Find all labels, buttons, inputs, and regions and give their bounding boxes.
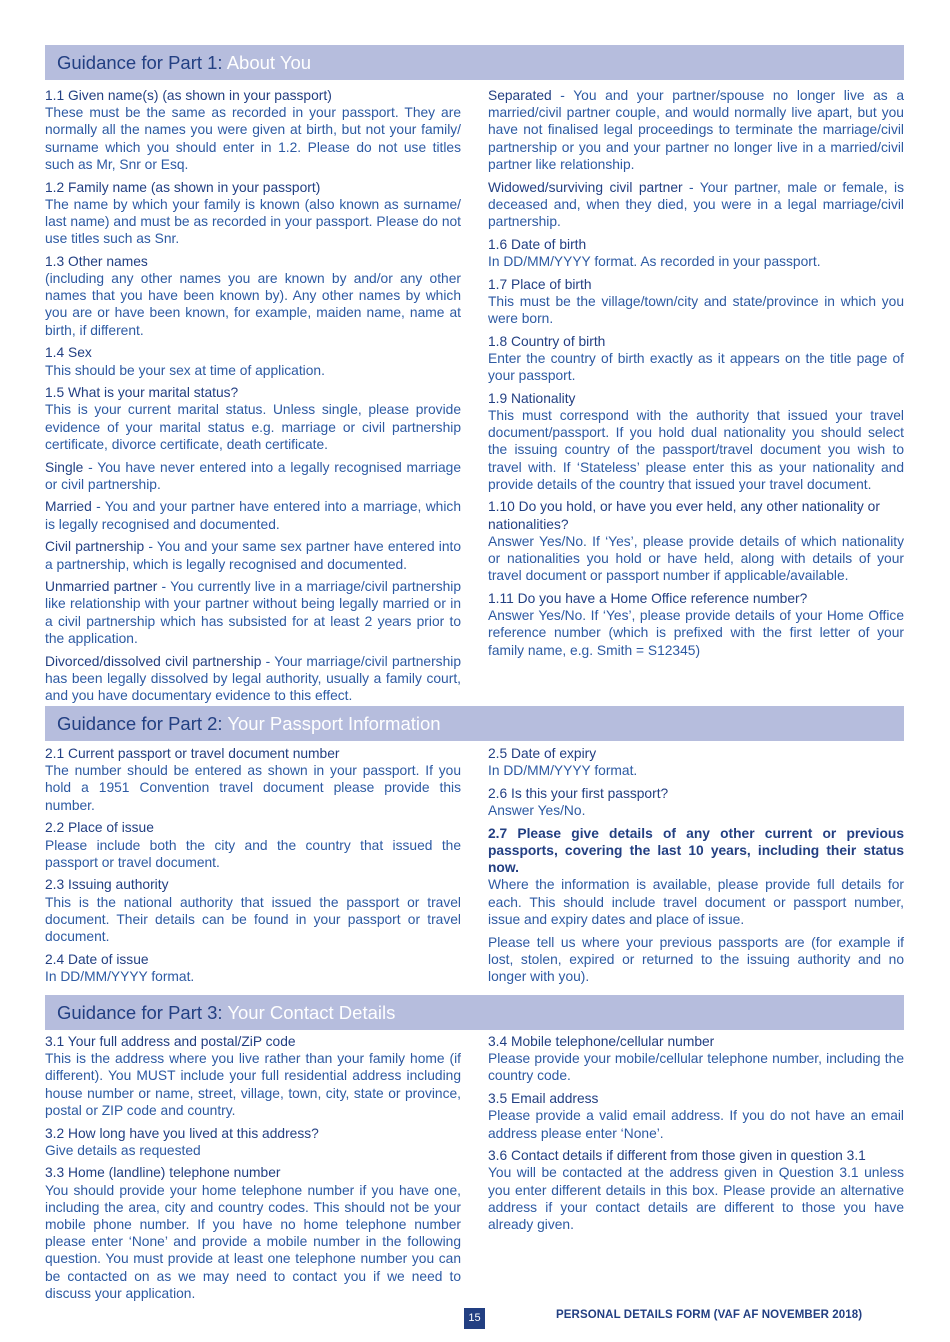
part2-banner bbox=[45, 706, 904, 741]
section-1-4 bbox=[45, 344, 461, 378]
part2-banner-prefix: Guidance for Part 2: bbox=[57, 713, 228, 734]
section-heading: 2.2 Place of issue bbox=[45, 820, 154, 836]
section-heading: 1.11 Do you have a Home Office reference number? bbox=[488, 590, 808, 606]
section-heading: 3.3 Home (landline) telephone number bbox=[45, 1165, 281, 1181]
section-1-5 bbox=[45, 384, 461, 453]
status-single bbox=[45, 459, 461, 493]
section-1-2 bbox=[45, 179, 461, 248]
section-text: These must be the same as recorded in your passport. They are normally all the names you were given at birth, but not your family/ surname which you should enter in 1.2. Please do not use titles such as Mr, Snr or Esq. bbox=[45, 105, 461, 172]
part2-banner-subtitle: Your Passport Information bbox=[227, 713, 441, 734]
section-heading: 1.7 Place of birth bbox=[488, 276, 592, 292]
part3-left-column bbox=[45, 1033, 461, 1308]
section-text: Answer Yes/No. bbox=[488, 803, 586, 819]
section-heading: 2.6 Is this your first passport? bbox=[488, 785, 669, 801]
section-heading: 1.5 What is your marital status? bbox=[45, 385, 239, 401]
section-heading: 3.4 Mobile telephone/cellular number bbox=[488, 1034, 715, 1049]
status-widowed bbox=[488, 179, 904, 231]
section-2-7-extra: Please tell us where your previous passports are (for example if lost, stolen, expired or returned to the issuing authority and no longer with you). bbox=[488, 934, 904, 984]
section-heading: 1.8 Country of birth bbox=[488, 333, 606, 349]
section-text: This is the address where you live rather than your family home (if different). You MUST include your full residential address including house number or name, street, village, town, city, state or province, postal or ZIP code and country. bbox=[45, 1051, 461, 1118]
section-text: Please provide your mobile/cellular telephone number, including the country code. bbox=[488, 1051, 904, 1084]
section-2-7 bbox=[488, 825, 904, 928]
section-heading: 1.2 Family name (as shown in your passport) bbox=[45, 179, 321, 195]
status-text: - You and your partner/spouse no longer live as a married/civil partner couple, and would normally live apart, but you have not finalised legal proceedings to terminate the marriage/civil partnership or you and your partner no longer live in a married/civil partner like relationship. bbox=[488, 88, 904, 172]
status-text: - You currently live in a marriage/civil partnership like relationship with your partner without being legally married or in a civil partnership which has subsisted for at least 2 years prior to the application. bbox=[45, 579, 461, 646]
section-text: Please provide a valid email address. If you do not have an email address please enter ‘None’. bbox=[488, 1108, 904, 1141]
status-term: Civil partnership bbox=[45, 539, 145, 555]
status-text: - You and your partner have entered into a marriage, which is legally recognised and documented. bbox=[45, 499, 461, 532]
section-1-3 bbox=[45, 253, 461, 339]
part3-banner bbox=[45, 995, 904, 1030]
section-text: In DD/MM/YYYY format. bbox=[45, 968, 195, 984]
section-2-5 bbox=[488, 745, 904, 779]
section-3-1 bbox=[45, 1033, 461, 1119]
section-1-7 bbox=[488, 276, 904, 328]
section-heading: 2.3 Issuing authority bbox=[45, 877, 169, 893]
section-2-1 bbox=[45, 745, 461, 814]
section-heading: 3.6 Contact details if different from those given in question 3.1 bbox=[488, 1148, 866, 1164]
part1-banner-prefix: Guidance for Part 1: bbox=[57, 52, 227, 73]
section-heading: 3.5 Email address bbox=[488, 1091, 599, 1107]
section-1-9 bbox=[488, 390, 904, 493]
section-heading: 1.4 Sex bbox=[45, 345, 92, 361]
form-title: PERSONAL DETAILS FORM (VAF AF NOVEMBER 2018) bbox=[556, 1309, 863, 1321]
section-3-6 bbox=[488, 1147, 904, 1233]
section-heading: 3.1 Your full address and postal/ZiP code bbox=[45, 1034, 296, 1049]
section-3-4 bbox=[488, 1033, 904, 1085]
status-unmarried-partner bbox=[45, 578, 461, 647]
section-text: In DD/MM/YYYY format. As recorded in your passport. bbox=[488, 253, 821, 269]
part2-left-column bbox=[45, 745, 461, 991]
page-number: 15 bbox=[464, 1308, 485, 1329]
section-3-3 bbox=[45, 1164, 461, 1302]
status-civil-partnership bbox=[45, 538, 461, 572]
section-heading: 2.1 Current passport or travel document number bbox=[45, 746, 340, 761]
status-term: Single bbox=[45, 459, 84, 475]
section-text: Answer Yes/No. If ‘Yes’, please provide details of your Home Office reference number (which is prefixed with the first letter of your family name, e.g. Smith = S12345) bbox=[488, 608, 904, 658]
section-1-1 bbox=[45, 87, 461, 173]
section-heading: 1.1 Given name(s) (as shown in your passport) bbox=[45, 88, 332, 103]
section-1-6 bbox=[488, 236, 904, 270]
part2-right-column bbox=[488, 745, 904, 985]
section-1-11 bbox=[488, 590, 904, 659]
section-3-2 bbox=[45, 1125, 461, 1159]
status-text: - Your marriage/civil partnership has been legally dissolved by legal authority, usually a family court, and you have documentary evidence to this effect. bbox=[45, 653, 461, 703]
section-2-6 bbox=[488, 785, 904, 819]
section-text: This should be your sex at time of application. bbox=[45, 362, 325, 378]
section-text: Where the information is available, please provide full details for each. This should include travel document or passport number, issue and expiry dates and place of issue. bbox=[488, 877, 904, 927]
section-heading: 1.3 Other names bbox=[45, 253, 148, 269]
status-term: Widowed/surviving civil partner bbox=[488, 179, 683, 195]
status-term: Unmarried partner bbox=[45, 579, 158, 595]
part3-right-column bbox=[488, 1033, 904, 1239]
section-text: You will be contacted at the address given in Question 3.1 unless you enter different details in this box. Please provide an alternative address if your contact details are different to those you have already given. bbox=[488, 1165, 904, 1233]
part3-banner-prefix: Guidance for Part 3: bbox=[57, 1002, 228, 1023]
status-term: Divorced/dissolved civil partnership bbox=[45, 653, 262, 669]
section-heading: 1.10 Do you hold, or have you ever held, any other nationality or nationalities? bbox=[488, 499, 880, 532]
section-heading: 1.9 Nationality bbox=[488, 390, 576, 406]
part1-left-column bbox=[45, 87, 461, 704]
status-married bbox=[45, 498, 461, 532]
section-text: Enter the country of birth exactly as it appears on the title page of your passport. bbox=[488, 350, 904, 384]
status-text: - Your partner, male or female, is deceased and, when they died, you were in a legal marriage/civil partnership. bbox=[488, 179, 904, 229]
part3-banner-subtitle: Your Contact Details bbox=[227, 1002, 396, 1023]
section-text: You should provide your home telephone number if you have one, including the area, city and country codes. This should not be your mobile phone number. If you have no home telephone number please enter ‘None’ and provide a mobile number in the following question. You must provide at least one telephone number you can be contacted on as we may need to contact you if we need to discuss your application. bbox=[45, 1182, 461, 1301]
section-text: Please include both the city and the country that issued the passport or travel document. bbox=[45, 837, 461, 870]
part1-banner bbox=[45, 45, 904, 80]
section-text: Answer Yes/No. If ‘Yes’, please provide details of which nationality or nationalities you hold or have held, along with details of your travel document or passport number if applicable/available. bbox=[488, 533, 904, 584]
section-2-3 bbox=[45, 876, 461, 945]
section-text: The name by which your family is known (also known as surname/ last name) and must be as recorded in your passport. Please do not use titles such as Snr. bbox=[45, 196, 461, 247]
section-text: This is the national authority that issued the passport or travel document. Their details can be found in your passport or travel document. bbox=[45, 894, 461, 945]
section-text: This is your current marital status. Unless single, please provide evidence of your marital status e.g. marriage or civil partnership certificate, divorce certificate, death certificate. bbox=[45, 402, 461, 452]
section-2-4 bbox=[45, 951, 461, 985]
section-heading: 2.7 Please give details of any other current or previous passports, covering the last 10 years, including their status now. bbox=[488, 825, 904, 876]
status-separated bbox=[488, 87, 904, 173]
section-heading: 3.2 How long have you lived at this address? bbox=[45, 1125, 319, 1141]
status-divorced bbox=[45, 653, 461, 705]
section-text: In DD/MM/YYYY format. bbox=[488, 763, 638, 779]
section-heading: 2.4 Date of issue bbox=[45, 951, 149, 967]
section-1-10 bbox=[488, 498, 904, 584]
status-text: - You have never entered into a legally recognised marriage or civil partnership. bbox=[45, 459, 461, 492]
section-heading: 1.6 Date of birth bbox=[488, 236, 587, 252]
section-2-2 bbox=[45, 819, 461, 871]
section-text: This must correspond with the authority that issued your travel document/passport. If you hold dual nationality you should select the issuing country of the passport/travel document you wish to travel with. If ‘Stateless’ please enter this as your nationality and provide details of the country that issued your travel document. bbox=[488, 407, 904, 492]
section-3-5 bbox=[488, 1090, 904, 1142]
section-text: This must be the village/town/city and state/province in which you were born. bbox=[488, 293, 904, 326]
section-text: (including any other names you are known by and/or any other names that you have been known by). Any other names by which you are or have been known, for example, maiden name, name at birth, if different. bbox=[45, 271, 461, 338]
part1-banner-subtitle: About You bbox=[226, 52, 312, 73]
status-text: - You and your same sex partner have entered into a partnership, which is legally recognised and documented. bbox=[45, 539, 461, 572]
section-1-8 bbox=[488, 333, 904, 385]
section-heading: 2.5 Date of expiry bbox=[488, 746, 597, 761]
section-text: The number should be entered as shown in your passport. If you hold a 1951 Convention travel document please provide this number. bbox=[45, 763, 461, 813]
section-text: Give details as requested bbox=[45, 1142, 201, 1158]
part1-right-column bbox=[488, 87, 904, 664]
status-term: Separated bbox=[488, 88, 552, 103]
status-term: Married bbox=[45, 499, 92, 515]
